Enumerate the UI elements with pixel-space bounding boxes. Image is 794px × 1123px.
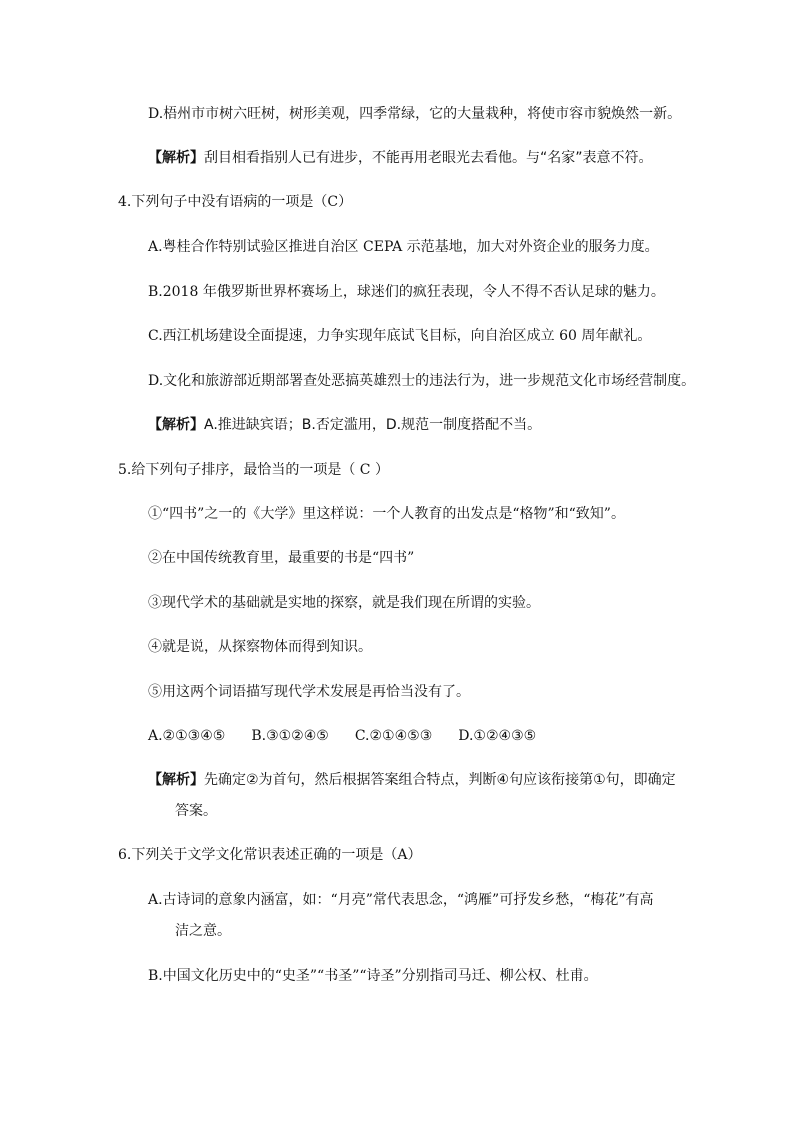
analysis-label: 【解析】	[148, 417, 204, 433]
q5-choice-c: C.②①④⑤③	[354, 728, 433, 744]
q5-choices	[148, 726, 562, 746]
q5-sentence-5: ⑤用这两个词语描写现代学术发展是再恰当没有了。	[148, 684, 470, 700]
q6-option-a-continued: 洁之意。	[175, 923, 231, 939]
q5-choice-a: A.②①③④⑤	[148, 728, 226, 744]
q6-option-b: B.中国文化历史中的“史圣”“书圣”“诗圣”分别指司马迁、柳公权、杜甫。	[148, 968, 598, 984]
q5-sentence-2: ②在中国传统教育里，最重要的书是“四书”	[148, 550, 415, 566]
q4-option-c: C.西江机场建设全面提速，力争实现年底试飞目标，向自治区成立 60 周年献礼。	[148, 328, 652, 344]
q5-sentence-4: ④就是说，从探察物体而得到知识。	[148, 639, 372, 655]
analysis-label: 【解析】	[148, 772, 204, 788]
q6-stem: 6.下列关于文学文化常识表述正确的一项是（A）	[118, 847, 422, 863]
q3-option-d: D.梧州市市树六旺树，树形美观，四季常绿，它的大量栽种，将使市容市貌焕然一新。	[148, 106, 682, 122]
q3-analysis	[148, 148, 653, 168]
analysis-text: 先确定②为首句，然后根据答案组合特点，判断④句应该衔接第①句，即确定	[204, 772, 676, 788]
q6-option-a: A.古诗词的意象内涵富，如：“月亮”常代表思念，“鸿雁”可抒发乡愁，“梅花”有高	[148, 892, 654, 908]
q4-analysis	[148, 415, 541, 435]
analysis-text: 刮目相看指别人已有进步，不能再用老眼光去看他。与“名家”表意不符。	[204, 150, 653, 166]
analysis-text: A.推进缺宾语；B.否定滥用，D.规范一制度搭配不当。	[204, 417, 542, 433]
q4-option-a: A.粤桂合作特别试验区推进自治区 CEPA 示范基地，加大对外资企业的服务力度。	[148, 239, 659, 255]
q5-analysis	[148, 770, 676, 790]
q5-analysis-continued: 答案。	[175, 803, 217, 819]
q5-sentence-1: ①“四书”之一的《大学》里这样说：一个人教育的出发点是“格物”和“致知”。	[148, 506, 625, 522]
q5-sentence-3: ③现代学术的基础就是实地的探察，就是我们现在所谓的实验。	[148, 595, 540, 611]
q5-choice-d: D.①②④③⑤	[458, 728, 537, 744]
q5-stem: 5.给下列句子排序，最恰当的一项是（ C ）	[118, 462, 389, 478]
q4-stem: 4.下列句子中没有语病的一项是（C）	[118, 194, 353, 210]
q4-option-d: D.文化和旅游部近期部署查处恶搞英雄烈士的违法行为，进一步规范文化市场经营制度。	[148, 373, 696, 389]
q5-choice-b: B.③①②④⑤	[251, 728, 329, 744]
q4-option-b: B.2018 年俄罗斯世界杯赛场上，球迷们的疯狂表现，令人不得不否认足球的魅力。	[148, 284, 665, 300]
analysis-label: 【解析】	[148, 150, 204, 166]
